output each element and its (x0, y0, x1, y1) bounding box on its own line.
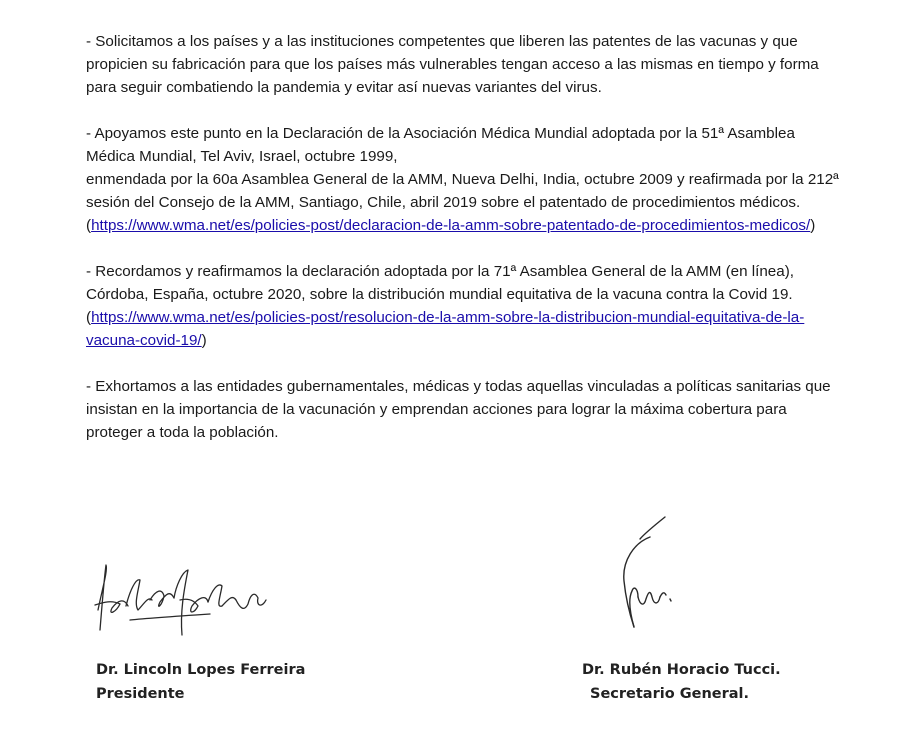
paragraph-wma-declaration (86, 122, 846, 237)
handwritten-signature-image (600, 515, 690, 635)
paragraph-text: - Solicitamos a los países y a las instituciones competentes que liberen las patentes de las vacunas y que propicien su fabricación para que los países más vulnerables tengan acceso a las mismas en tiempo y forma para seguir combatiendo la pandemia y evitar así nuevas variantes del virus. (86, 33, 819, 96)
paragraph-text: - Apoyamos este punto en la Declaración de la Asociación Médica Mundial adoptada por la 51ª Asamblea Médica Mundial, Tel Aviv, Israel, octubre 1999, (86, 125, 795, 165)
paragraph-text-continued: enmendada por la 60a Asamblea General de la AMM, Nueva Delhi, India, octubre 2009 y reafirmada por la 212ª sesión del Consejo de la AMM, Santiago, Chile, abril 2019 sobre el patentado de procedimientos médicos. ( (86, 171, 839, 234)
president-signature-block (96, 658, 305, 706)
president-name: Dr. Lincoln Lopes Ferreira (96, 662, 306, 678)
paragraph-exhortation (86, 375, 846, 444)
secretary-title: Secretario General. (590, 686, 750, 702)
secretary-name: Dr. Rubén Horacio Tucci. (582, 662, 781, 678)
president-title: Presidente (96, 686, 185, 702)
wma-vaccine-resolution-link[interactable]: https://www.wma.net/es/policies-post/resolucion-de-la-amm-sobre-la-distribucion-mundial-equitativa-de-la-vacuna-covid-19/ (86, 309, 805, 349)
secretary-signature (600, 515, 690, 635)
paragraph-closing: ) (810, 217, 816, 234)
paragraph-text: - Exhortamos a las entidades gubernamentales, médicas y todas aquellas vinculadas a políticas sanitarias que insistan en la importancia de la vacunación y emprendan acciones para lograr la máxima cobertura para proteger a toda la población. (86, 378, 831, 441)
secretary-signature-block (582, 658, 781, 706)
president-signature (90, 560, 275, 650)
paragraph-closing: ) (201, 332, 207, 349)
handwritten-signature-image (90, 560, 275, 650)
paragraph-patents-request (86, 30, 846, 99)
document-body (86, 30, 846, 467)
paragraph-text: - Recordamos y reafirmamos la declaración adoptada por la 71ª Asamblea General de la AMM (en línea), Córdoba, España, octubre 2020, sobre la distribución mundial equitativa de la vacuna contra la Covid 19. ( (86, 263, 794, 326)
wma-patent-declaration-link[interactable]: https://www.wma.net/es/policies-post/declaracion-de-la-amm-sobre-patentado-de-procedimientos-medicos/ (91, 217, 811, 234)
paragraph-vaccine-distribution (86, 260, 846, 352)
